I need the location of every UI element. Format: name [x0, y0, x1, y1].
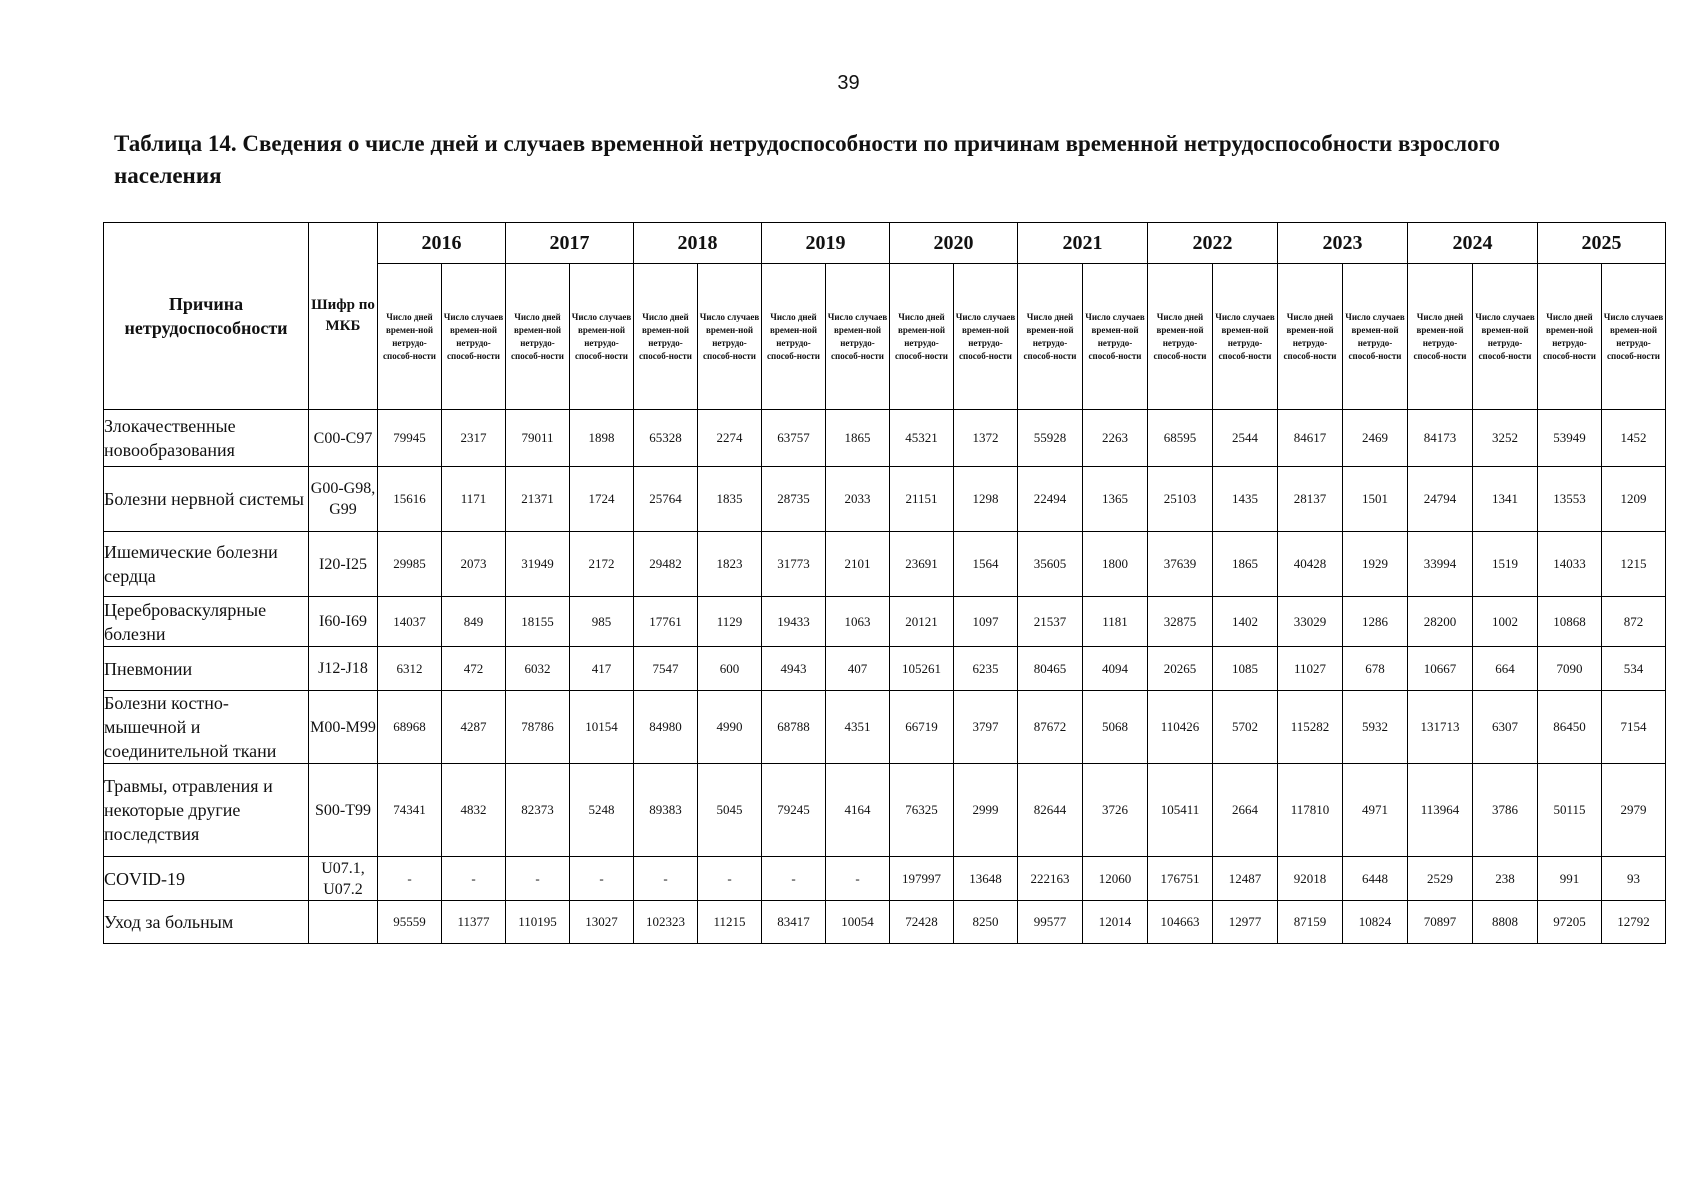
value-cell: 11215	[698, 901, 762, 944]
value-cell: 12792	[1602, 901, 1666, 944]
value-cell: 1800	[1083, 532, 1148, 597]
value-cell: 1929	[1343, 532, 1408, 597]
icd-code-cell: S00-T99	[309, 764, 378, 857]
value-cell: 104663	[1148, 901, 1213, 944]
value-cell: 18155	[506, 597, 570, 647]
value-cell: 32875	[1148, 597, 1213, 647]
value-cell: -	[378, 857, 442, 901]
value-cell: 6307	[1473, 691, 1538, 764]
value-cell: 131713	[1408, 691, 1473, 764]
value-cell: 6312	[378, 647, 442, 691]
value-cell: 12014	[1083, 901, 1148, 944]
cause-cell: Ишемические болезни сердца	[104, 532, 309, 597]
value-cell: 11377	[442, 901, 506, 944]
value-cell: 102323	[634, 901, 698, 944]
icd-code-cell	[309, 901, 378, 944]
header-year: 2024	[1408, 223, 1538, 264]
header-year: 2020	[890, 223, 1018, 264]
value-cell: 24794	[1408, 467, 1473, 532]
value-cell: 7547	[634, 647, 698, 691]
value-cell: 4287	[442, 691, 506, 764]
value-cell: 74341	[378, 764, 442, 857]
value-cell: 2469	[1343, 410, 1408, 467]
subheader-days: Число дней времен-ной нетрудо-способ-ности	[890, 264, 954, 410]
subheader-cases: Число случаев времен-ной нетрудо-способ-ности	[1343, 264, 1408, 410]
cause-cell: Злокачественные новообразования	[104, 410, 309, 467]
value-cell: 78786	[506, 691, 570, 764]
table-title: Таблица 14. Сведения о числе дней и случаев временной нетрудоспособности по причинам временной нетрудоспособности взрослого населения	[114, 131, 1500, 188]
value-cell: 89383	[634, 764, 698, 857]
subheader-cases: Число случаев времен-ной нетрудо-способ-ности	[826, 264, 890, 410]
value-cell: 6032	[506, 647, 570, 691]
value-cell: 664	[1473, 647, 1538, 691]
value-cell: 534	[1602, 647, 1666, 691]
value-cell: 407	[826, 647, 890, 691]
cause-cell: COVID-19	[104, 857, 309, 901]
value-cell: 84617	[1278, 410, 1343, 467]
value-cell: 110426	[1148, 691, 1213, 764]
value-cell: 72428	[890, 901, 954, 944]
value-cell: 23691	[890, 532, 954, 597]
value-cell: -	[826, 857, 890, 901]
subheader-days: Число дней времен-ной нетрудо-способ-ности	[762, 264, 826, 410]
value-cell: 68788	[762, 691, 826, 764]
value-cell: 40428	[1278, 532, 1343, 597]
icd-code-cell: I20-I25	[309, 532, 378, 597]
table-row	[104, 467, 1666, 532]
subheader-cases: Число случаев времен-ной нетрудо-способ-ности	[1602, 264, 1666, 410]
table-row	[104, 857, 1666, 901]
subheader-cases: Число случаев времен-ной нетрудо-способ-ности	[442, 264, 506, 410]
value-cell: 79011	[506, 410, 570, 467]
header-year: 2025	[1538, 223, 1666, 264]
table-row	[104, 532, 1666, 597]
cause-cell: Травмы, отравления и некоторые другие последствия	[104, 764, 309, 857]
value-cell: 1519	[1473, 532, 1538, 597]
value-cell: 37639	[1148, 532, 1213, 597]
icd-code-cell: J12-J18	[309, 647, 378, 691]
value-cell: 2529	[1408, 857, 1473, 901]
cause-cell: Болезни костно-мышечной и соединительной ткани	[104, 691, 309, 764]
value-cell: 3797	[954, 691, 1018, 764]
table-row	[104, 597, 1666, 647]
value-cell: 1501	[1343, 467, 1408, 532]
value-cell: 10868	[1538, 597, 1602, 647]
value-cell: 4990	[698, 691, 762, 764]
value-cell: 1171	[442, 467, 506, 532]
value-cell: 4943	[762, 647, 826, 691]
value-cell: 45321	[890, 410, 954, 467]
value-cell: 5248	[570, 764, 634, 857]
value-cell: 417	[570, 647, 634, 691]
subheader-days: Число дней времен-ной нетрудо-способ-ности	[634, 264, 698, 410]
table-row	[104, 647, 1666, 691]
value-cell: 84980	[634, 691, 698, 764]
value-cell: 79945	[378, 410, 442, 467]
subheader-days: Число дней времен-ной нетрудо-способ-ности	[1018, 264, 1083, 410]
value-cell: 13648	[954, 857, 1018, 901]
icd-code-cell: C00-C97	[309, 410, 378, 467]
value-cell: 55928	[1018, 410, 1083, 467]
value-cell: 1063	[826, 597, 890, 647]
value-cell: 8250	[954, 901, 1018, 944]
value-cell: 1209	[1602, 467, 1666, 532]
value-cell: 115282	[1278, 691, 1343, 764]
value-cell: 1898	[570, 410, 634, 467]
value-cell: 222163	[1018, 857, 1083, 901]
header-year: 2022	[1148, 223, 1278, 264]
page-number: 39	[837, 72, 860, 94]
value-cell: 1181	[1083, 597, 1148, 647]
value-cell: 2979	[1602, 764, 1666, 857]
value-cell: 13553	[1538, 467, 1602, 532]
value-cell: -	[762, 857, 826, 901]
cause-cell: Болезни нервной системы	[104, 467, 309, 532]
value-cell: 1372	[954, 410, 1018, 467]
value-cell: 1129	[698, 597, 762, 647]
value-cell: 63757	[762, 410, 826, 467]
value-cell: 197997	[890, 857, 954, 901]
header-year: 2023	[1278, 223, 1408, 264]
value-cell: 15616	[378, 467, 442, 532]
value-cell: 50115	[1538, 764, 1602, 857]
value-cell: 7154	[1602, 691, 1666, 764]
value-cell: 110195	[506, 901, 570, 944]
value-cell: 238	[1473, 857, 1538, 901]
value-cell: 4971	[1343, 764, 1408, 857]
value-cell: 87159	[1278, 901, 1343, 944]
value-cell: 3252	[1473, 410, 1538, 467]
value-cell: 2544	[1213, 410, 1278, 467]
value-cell: 8808	[1473, 901, 1538, 944]
table-body	[104, 410, 1666, 944]
value-cell: 5932	[1343, 691, 1408, 764]
value-cell: 2664	[1213, 764, 1278, 857]
value-cell: 33994	[1408, 532, 1473, 597]
value-cell: 28200	[1408, 597, 1473, 647]
icd-code-cell: I60-I69	[309, 597, 378, 647]
value-cell: 1286	[1343, 597, 1408, 647]
value-cell: 68968	[378, 691, 442, 764]
value-cell: 1097	[954, 597, 1018, 647]
value-cell: 985	[570, 597, 634, 647]
subheader-cases: Число случаев времен-ной нетрудо-способ-ности	[1473, 264, 1538, 410]
value-cell: 2101	[826, 532, 890, 597]
value-cell: 76325	[890, 764, 954, 857]
value-cell: 1823	[698, 532, 762, 597]
value-cell: 1365	[1083, 467, 1148, 532]
value-cell: 4832	[442, 764, 506, 857]
header-year: 2021	[1018, 223, 1148, 264]
value-cell: 17761	[634, 597, 698, 647]
value-cell: 93	[1602, 857, 1666, 901]
subheader-days: Число дней времен-ной нетрудо-способ-ности	[1278, 264, 1343, 410]
value-cell: 2033	[826, 467, 890, 532]
value-cell: 12060	[1083, 857, 1148, 901]
subheader-cases: Число случаев времен-ной нетрудо-способ-ности	[698, 264, 762, 410]
value-cell: 1002	[1473, 597, 1538, 647]
header-year: 2016	[378, 223, 506, 264]
value-cell: 66719	[890, 691, 954, 764]
table-row	[104, 691, 1666, 764]
value-cell: 1452	[1602, 410, 1666, 467]
value-cell: 1435	[1213, 467, 1278, 532]
value-cell: 113964	[1408, 764, 1473, 857]
value-cell: 991	[1538, 857, 1602, 901]
value-cell: 79245	[762, 764, 826, 857]
table-row	[104, 901, 1666, 944]
value-cell: 31773	[762, 532, 826, 597]
value-cell: 53949	[1538, 410, 1602, 467]
value-cell: 11027	[1278, 647, 1343, 691]
value-cell: 2073	[442, 532, 506, 597]
subheader-cases: Число случаев времен-ной нетрудо-способ-ности	[1083, 264, 1148, 410]
table-row	[104, 764, 1666, 857]
value-cell: -	[634, 857, 698, 901]
value-cell: -	[698, 857, 762, 901]
value-cell: 87672	[1018, 691, 1083, 764]
value-cell: 1298	[954, 467, 1018, 532]
value-cell: 10824	[1343, 901, 1408, 944]
value-cell: 68595	[1148, 410, 1213, 467]
value-cell: 70897	[1408, 901, 1473, 944]
value-cell: 600	[698, 647, 762, 691]
value-cell: 1402	[1213, 597, 1278, 647]
value-cell: 4351	[826, 691, 890, 764]
subheader-days: Число дней времен-ной нетрудо-способ-ности	[378, 264, 442, 410]
value-cell: 1724	[570, 467, 634, 532]
value-cell: 82373	[506, 764, 570, 857]
value-cell: 4164	[826, 764, 890, 857]
value-cell: 1564	[954, 532, 1018, 597]
value-cell: 678	[1343, 647, 1408, 691]
value-cell: 105411	[1148, 764, 1213, 857]
value-cell: 21371	[506, 467, 570, 532]
subheader-days: Число дней времен-ной нетрудо-способ-ности	[1538, 264, 1602, 410]
year-header-row	[104, 223, 1666, 264]
value-cell: 20265	[1148, 647, 1213, 691]
value-cell: 29985	[378, 532, 442, 597]
value-cell: 176751	[1148, 857, 1213, 901]
value-cell: 13027	[570, 901, 634, 944]
value-cell: 1835	[698, 467, 762, 532]
value-cell: 92018	[1278, 857, 1343, 901]
value-cell: 20121	[890, 597, 954, 647]
value-cell: 31949	[506, 532, 570, 597]
value-cell: 99577	[1018, 901, 1083, 944]
value-cell: 95559	[378, 901, 442, 944]
value-cell: 14037	[378, 597, 442, 647]
value-cell: -	[570, 857, 634, 901]
cause-cell: Цереброваскулярные болезни	[104, 597, 309, 647]
value-cell: 472	[442, 647, 506, 691]
value-cell: 7090	[1538, 647, 1602, 691]
subheader-cases: Число случаев времен-ной нетрудо-способ-ности	[570, 264, 634, 410]
value-cell: 29482	[634, 532, 698, 597]
value-cell: 10054	[826, 901, 890, 944]
subheader-cases: Число случаев времен-ной нетрудо-способ-ности	[954, 264, 1018, 410]
header-year: 2019	[762, 223, 890, 264]
value-cell: 872	[1602, 597, 1666, 647]
value-cell: -	[506, 857, 570, 901]
value-cell: 10667	[1408, 647, 1473, 691]
value-cell: 3726	[1083, 764, 1148, 857]
value-cell: 2317	[442, 410, 506, 467]
value-cell: 105261	[890, 647, 954, 691]
icd-code-cell: U07.1, U07.2	[309, 857, 378, 901]
icd-code-cell: M00-M99	[309, 691, 378, 764]
value-cell: 1085	[1213, 647, 1278, 691]
value-cell: 5068	[1083, 691, 1148, 764]
value-cell: 1865	[826, 410, 890, 467]
value-cell: 4094	[1083, 647, 1148, 691]
value-cell: 97205	[1538, 901, 1602, 944]
cause-cell: Уход за больным	[104, 901, 309, 944]
subheader-days: Число дней времен-ной нетрудо-способ-ности	[1148, 264, 1213, 410]
cause-cell: Пневмонии	[104, 647, 309, 691]
value-cell: 2263	[1083, 410, 1148, 467]
header-year: 2018	[634, 223, 762, 264]
subheader-days: Число дней времен-ной нетрудо-способ-ности	[1408, 264, 1473, 410]
value-cell: 6448	[1343, 857, 1408, 901]
value-cell: 19433	[762, 597, 826, 647]
value-cell: 28735	[762, 467, 826, 532]
value-cell: 2172	[570, 532, 634, 597]
value-cell: 2274	[698, 410, 762, 467]
value-cell: 25764	[634, 467, 698, 532]
subheader-cases: Число случаев времен-ной нетрудо-способ-ности	[1213, 264, 1278, 410]
value-cell: 21537	[1018, 597, 1083, 647]
value-cell: 28137	[1278, 467, 1343, 532]
table-row	[104, 410, 1666, 467]
value-cell: 82644	[1018, 764, 1083, 857]
header-year: 2017	[506, 223, 634, 264]
value-cell: 86450	[1538, 691, 1602, 764]
value-cell: 5045	[698, 764, 762, 857]
subheader-days: Число дней времен-ной нетрудо-способ-ности	[506, 264, 570, 410]
value-cell: 10154	[570, 691, 634, 764]
value-cell: 12487	[1213, 857, 1278, 901]
value-cell: 3786	[1473, 764, 1538, 857]
icd-code-cell: G00-G98, G99	[309, 467, 378, 532]
value-cell: 21151	[890, 467, 954, 532]
value-cell: 25103	[1148, 467, 1213, 532]
data-table	[103, 222, 1666, 944]
value-cell: 1341	[1473, 467, 1538, 532]
header-code: Шифр по МКБ	[309, 223, 378, 410]
value-cell: 1865	[1213, 532, 1278, 597]
value-cell: 35605	[1018, 532, 1083, 597]
value-cell: 5702	[1213, 691, 1278, 764]
value-cell: 6235	[954, 647, 1018, 691]
value-cell: 14033	[1538, 532, 1602, 597]
value-cell: 83417	[762, 901, 826, 944]
value-cell: 65328	[634, 410, 698, 467]
header-cause: Причина нетрудоспособности	[104, 223, 309, 410]
value-cell: 2999	[954, 764, 1018, 857]
value-cell: 12977	[1213, 901, 1278, 944]
value-cell: -	[442, 857, 506, 901]
value-cell: 1215	[1602, 532, 1666, 597]
value-cell: 80465	[1018, 647, 1083, 691]
value-cell: 117810	[1278, 764, 1343, 857]
value-cell: 33029	[1278, 597, 1343, 647]
value-cell: 849	[442, 597, 506, 647]
value-cell: 22494	[1018, 467, 1083, 532]
value-cell: 84173	[1408, 410, 1473, 467]
